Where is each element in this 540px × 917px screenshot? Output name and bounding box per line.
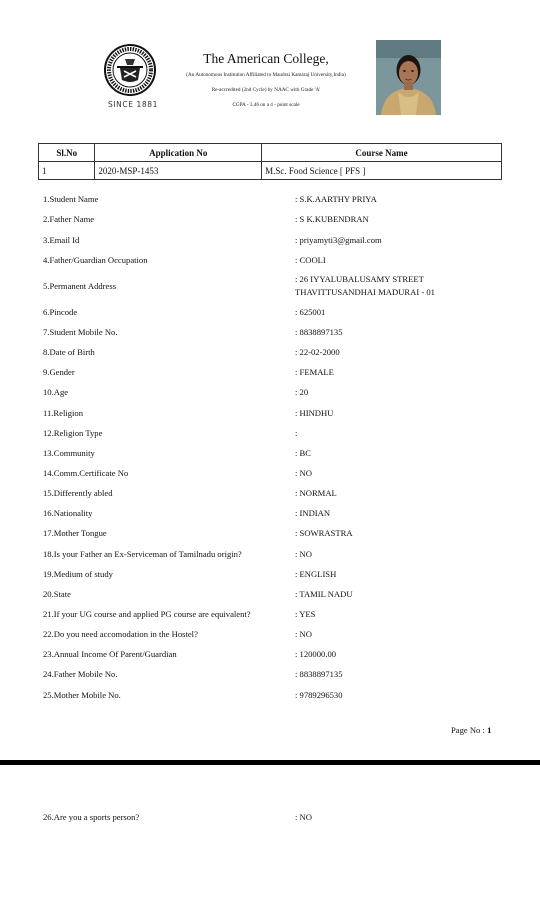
field-value-annual-income: : 120000.00 <box>295 649 337 659</box>
field-value-ex-serviceman: : NO <box>295 549 312 559</box>
field-value-state: : TAMIL NADU <box>295 589 353 599</box>
field-value-hostel: : NO <box>295 629 312 639</box>
page-number-label: Page No : <box>451 725 485 735</box>
field-value-student-mobile: : 8838897135 <box>295 327 343 337</box>
field-value-sports-person: : NO <box>295 812 312 822</box>
field-value-community: : BC <box>295 448 311 458</box>
cell-slno: 1 <box>39 162 95 180</box>
field-value-address-line1: : 26 IYYALUBALUSAMY STREET <box>295 274 424 284</box>
field-label-nationality: 16.Nationality <box>43 508 93 518</box>
college-seal-icon <box>104 44 156 96</box>
field-value-course-equivalent: : YES <box>295 609 316 619</box>
field-value-mother-tongue: : SOWRASTRA <box>295 528 353 538</box>
field-label-mother-mobile: 25.Mother Mobile No. <box>43 690 121 700</box>
field-label-differently-abled: 15.Differently abled <box>43 488 113 498</box>
page-number <box>451 725 491 735</box>
field-label-address: 5.Permanent Address <box>43 281 117 291</box>
field-value-gender: : FEMALE <box>295 367 334 377</box>
field-label-email: 3.Email Id <box>43 235 80 245</box>
field-label-student-name: 1.Student Name <box>43 194 99 204</box>
since-label: SINCE 1881 <box>108 100 159 109</box>
field-label-sports-person: 26.Are you a sports person? <box>43 812 140 822</box>
field-label-community: 13.Community <box>43 448 95 458</box>
college-name: The American College, <box>203 51 329 66</box>
field-label-religion-type: 12.Religion Type <box>43 428 103 438</box>
header-course-name: Course Name <box>262 144 502 162</box>
field-value-age: : 20 <box>295 387 309 397</box>
field-label-state: 20.State <box>43 589 71 599</box>
field-label-hostel: 22.Do you need accomodation in the Hostel? <box>43 629 198 639</box>
field-label-student-mobile: 7.Student Mobile No. <box>43 327 118 337</box>
table-row <box>39 162 502 180</box>
field-label-annual-income: 23.Annual Income Of Parent/Guardian <box>43 649 177 659</box>
field-value-email: : priyamyti3@gmail.com <box>295 235 382 245</box>
field-value-religion: : HINDHU <box>295 408 334 418</box>
field-value-mother-mobile: : 9789296530 <box>295 690 343 700</box>
header-application-no: Application No <box>95 144 262 162</box>
field-label-religion: 11.Religion <box>43 408 84 418</box>
field-label-occupation: 4.Father/Guardian Occupation <box>43 255 148 265</box>
field-label-age: 10.Age <box>43 387 69 397</box>
field-label-father-name: 2.Father Name <box>43 214 95 224</box>
field-label-mother-tongue: 17.Mother Tongue <box>43 528 107 538</box>
field-value-pincode: : 625001 <box>295 307 326 317</box>
field-label-course-equivalent: 21.If your UG course and applied PG course are equivalent? <box>43 609 251 619</box>
field-value-father-name: : S K.KUBENDRAN <box>295 214 369 224</box>
field-value-father-mobile: : 8838897135 <box>295 669 343 679</box>
field-value-religion-type: : <box>295 428 298 438</box>
field-value-occupation: : COOLI <box>295 255 326 265</box>
cell-course-name: M.Sc. Food Science [ PFS ] <box>262 162 502 180</box>
cell-application-no: 2020-MSP-1453 <box>95 162 262 180</box>
field-label-pincode: 6.Pincode <box>43 307 78 317</box>
field-value-nationality: : INDIAN <box>295 508 331 518</box>
field-label-gender: 9.Gender <box>43 367 75 377</box>
field-value-differently-abled: : NORMAL <box>295 488 337 498</box>
field-label-dob: 8.Date of Birth <box>43 347 95 357</box>
field-value-comm-certificate: : NO <box>295 468 312 478</box>
field-value-address-line2: THAVITTUSANDHAI MADURAI - 01 <box>295 287 435 297</box>
accreditation-line: Re-accredited (2nd Cycle) by NAAC with Grade 'A' <box>211 87 321 93</box>
page-break-divider <box>0 760 540 765</box>
header-slno: Sl.No <box>39 144 95 162</box>
applicant-photo <box>376 40 441 115</box>
affiliation-line: (An Autonomous Institution Affiliated to Maudrai Kamaraj University,India) <box>186 72 346 78</box>
field-value-dob: : 22-02-2000 <box>295 347 340 357</box>
field-label-medium: 19.Medium of study <box>43 569 113 579</box>
table-header-row <box>39 144 502 162</box>
field-value-student-name: : S.K.AARTHY PRIYA <box>295 194 377 204</box>
application-table <box>38 143 502 180</box>
field-label-father-mobile: 24.Father Mobile No. <box>43 669 118 679</box>
field-label-comm-certificate: 14.Comm.Certificate No <box>43 468 129 478</box>
field-label-ex-serviceman: 18.Is your Father an Ex-Serviceman of Tamilnadu origin? <box>43 549 242 559</box>
field-value-medium: : ENGLISH <box>295 569 337 579</box>
cgpa-line: CGPA - 3.46 on a 4 - point scale <box>232 102 300 108</box>
page-number-value: 1 <box>487 725 492 735</box>
